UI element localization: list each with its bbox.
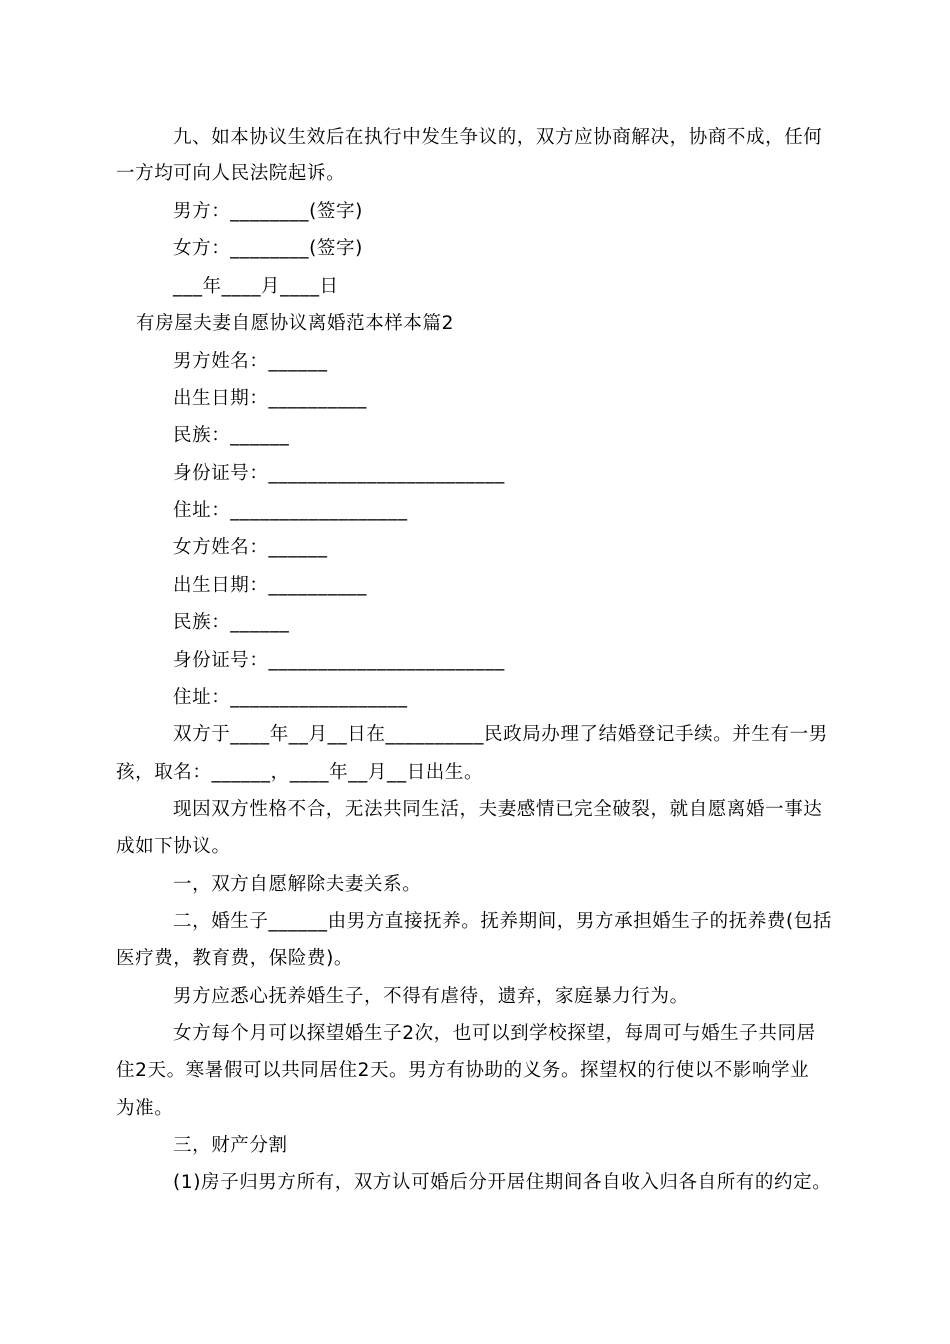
marriage-registration-line-1: 双方于____年__月__日在__________民政局办理了结婚登记手续。并生有一男 — [173, 724, 828, 745]
male-ethnicity-field: 民族：______ — [173, 425, 290, 446]
date-line: ___年____月____日 — [173, 276, 339, 297]
property-item-1: (1)房子归男方所有，双方认可婚后分开居住期间各自收入归各自所有的约定。 — [173, 1172, 832, 1193]
clause-three-heading: 三，财产分割 — [173, 1135, 288, 1156]
male-signature-line: 男方：________(签字) — [173, 201, 363, 222]
clause-two-line-2: 医疗费，教育费，保险费)。 — [116, 948, 354, 969]
custody-duty-line: 男方应悉心抚养婚生子，不得有虐待，遗弃，家庭暴力行为。 — [173, 986, 689, 1007]
male-id-number-field: 身份证号：________________________ — [173, 463, 505, 484]
marriage-registration-line-2: 孩，取名：______，____年__月__日出生。 — [116, 762, 484, 783]
section-title: 有房屋夫妻自愿协议离婚范本样本篇2 — [136, 313, 454, 334]
female-address-field: 住址：__________________ — [173, 687, 408, 708]
visitation-line-1: 女方每个月可以探望婚生子2次，也可以到学校探望，每周可与婚生子共同居 — [173, 1023, 816, 1044]
clause-nine-line-1: 九、如本协议生效后在执行中发生争议的，双方应协商解决，协商不成，任何 — [173, 127, 823, 148]
reason-line-2: 成如下协议。 — [116, 836, 231, 857]
clause-nine-line-2: 一方均可向人民法院起诉。 — [116, 163, 346, 184]
female-birthdate-field: 出生日期：__________ — [173, 575, 368, 596]
female-signature-line: 女方：________(签字) — [173, 238, 363, 259]
visitation-line-2: 住2天。寒暑假可以共同居住2天。男方有协助的义务。探望权的行使以不影响学业 — [116, 1060, 810, 1081]
female-name-field: 女方姓名：______ — [173, 537, 328, 558]
female-id-number-field: 身份证号：________________________ — [173, 650, 505, 671]
reason-line-1: 现因双方性格不合，无法共同生活，夫妻感情已完全破裂，就自愿离婚一事达 — [173, 799, 823, 820]
male-birthdate-field: 出生日期：__________ — [173, 388, 368, 409]
clause-two-line-1: 二，婚生子______由男方直接抚养。抚养期间，男方承担婚生子的抚养费(包括 — [173, 911, 833, 932]
male-address-field: 住址：__________________ — [173, 500, 408, 521]
visitation-line-3: 为准。 — [116, 1098, 174, 1119]
male-name-field: 男方姓名：______ — [173, 351, 328, 372]
clause-one: 一，双方自愿解除夫妻关系。 — [173, 874, 422, 895]
female-ethnicity-field: 民族：______ — [173, 612, 290, 633]
